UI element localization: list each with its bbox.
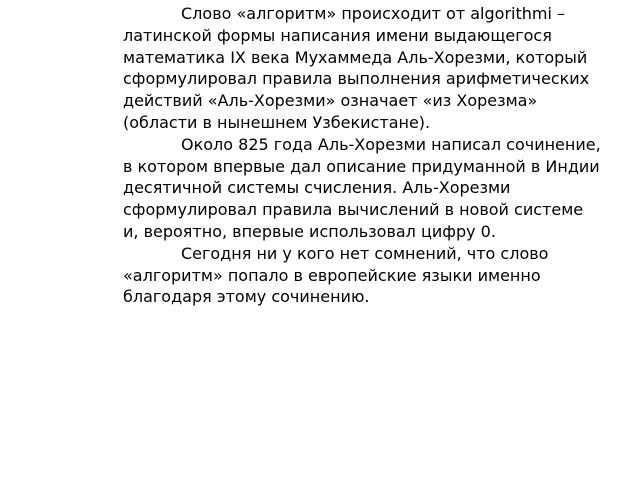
paragraph-1: Слово «алгоритм» происходит от algorithmi – латинской формы написания имени выдающегося математика IX века Мухаммеда Аль-Хорезми, который сформулировал правила выполнения арифметических действий «Аль-Хорезми» означает «из Хорезма» (области в нынешнем Узбекистане). <box>123 4 590 132</box>
paragraph-2: Около 825 года Аль-Хорезми написал сочинение, в котором впервые дал описание придуманной в Индии десятичной системы счисления. Аль-Хорезми сформулировал правила вычислений в новой системе и, вероятно, впервые использовал цифру 0. <box>123 134 601 241</box>
paragraph-3: Сегодня ни у кого нет сомнений, что слово «алгоритм» попало в европейские языки именно благодаря этому сочинению. <box>123 243 549 307</box>
document-body <box>123 3 603 308</box>
